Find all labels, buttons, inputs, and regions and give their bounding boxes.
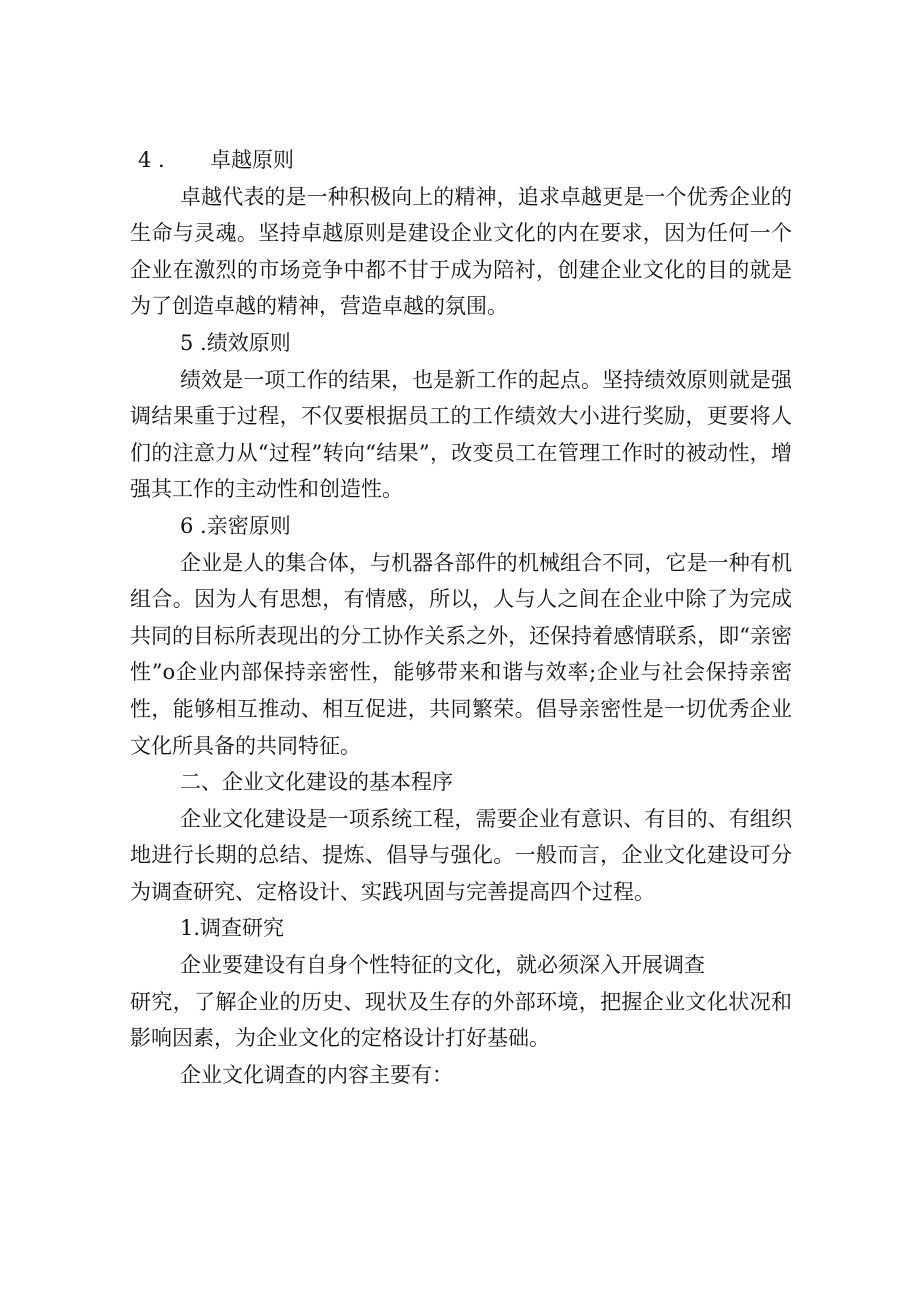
paragraph-intimacy: 企业是人的集合体，与机器各部件的机械组合不同，它是一种有机组合。因为人有思想，有情感，所以，人与人之间在企业中除了为完成共同的目标所表现出的分工协作关系之外，还保持着感情联系，即“亲密性”o企业内部保持亲密性，能够带来和谐与效率;企业与社会保持亲密性，能够相互推动、相互促进，共同繁荣。倡导亲密性是一切优秀企业文化所具备的共同特征。: [130, 550, 792, 758]
paragraph-excellence: 卓越代表的是一种积极向上的精神，追求卓越更是一个优秀企业的生命与灵魂。坚持卓越原则是建设企业文化的内在要求，因为任何一个企业在激烈的市场竞争中都不甘于成为陪衬，创建企业文化的目的就是为了创造卓越的精神，营造卓越的氛围。: [130, 184, 792, 319]
chapter-heading-basic-procedure: 二、企业文化建设的基本程序: [180, 770, 453, 795]
document-body: [130, 142, 792, 1093]
section-heading-performance: 5 .绩效原则: [180, 330, 291, 355]
section-heading-investigation: 1.调查研究: [180, 916, 285, 941]
paragraph-investigation-line-1: 企业要建设有自身个性特征的文化，就必须深入开展调查: [180, 953, 705, 978]
paragraph-investigation-line-2: 研究，了解企业的历史、现状及生存的外部环境，把握企业文化状况和影响因素，为企业文化的定格设计打好基础。: [130, 989, 792, 1051]
section-heading-excellence: [130, 142, 792, 179]
paragraph-basic-procedure: 企业文化建设是一项系统工程，需要企业有意识、有目的、有组织地进行长期的总结、提炼、倡导与强化。一般而言，企业文化建设可分为调查研究、定格设计、实践巩固与完善提高四个过程。: [130, 806, 792, 904]
section-title: 卓越原则: [210, 148, 294, 172]
section-number: 4 .: [138, 148, 165, 172]
paragraph-performance: 绩效是一项工作的结果，也是新工作的起点。坚持绩效原则就是强调结果重于过程，不仅要根据员工的工作绩效大小进行奖励，更要将人们的注意力从“过程”转向“结果”，改变员工在管理工作时的被动性，增强其工作的主动性和创造性。: [130, 367, 792, 502]
paragraph-investigation: [130, 947, 792, 1057]
section-heading-intimacy: 6 .亲密原则: [180, 513, 291, 538]
paragraph-survey-content: 企业文化调查的内容主要有：: [180, 1062, 453, 1087]
